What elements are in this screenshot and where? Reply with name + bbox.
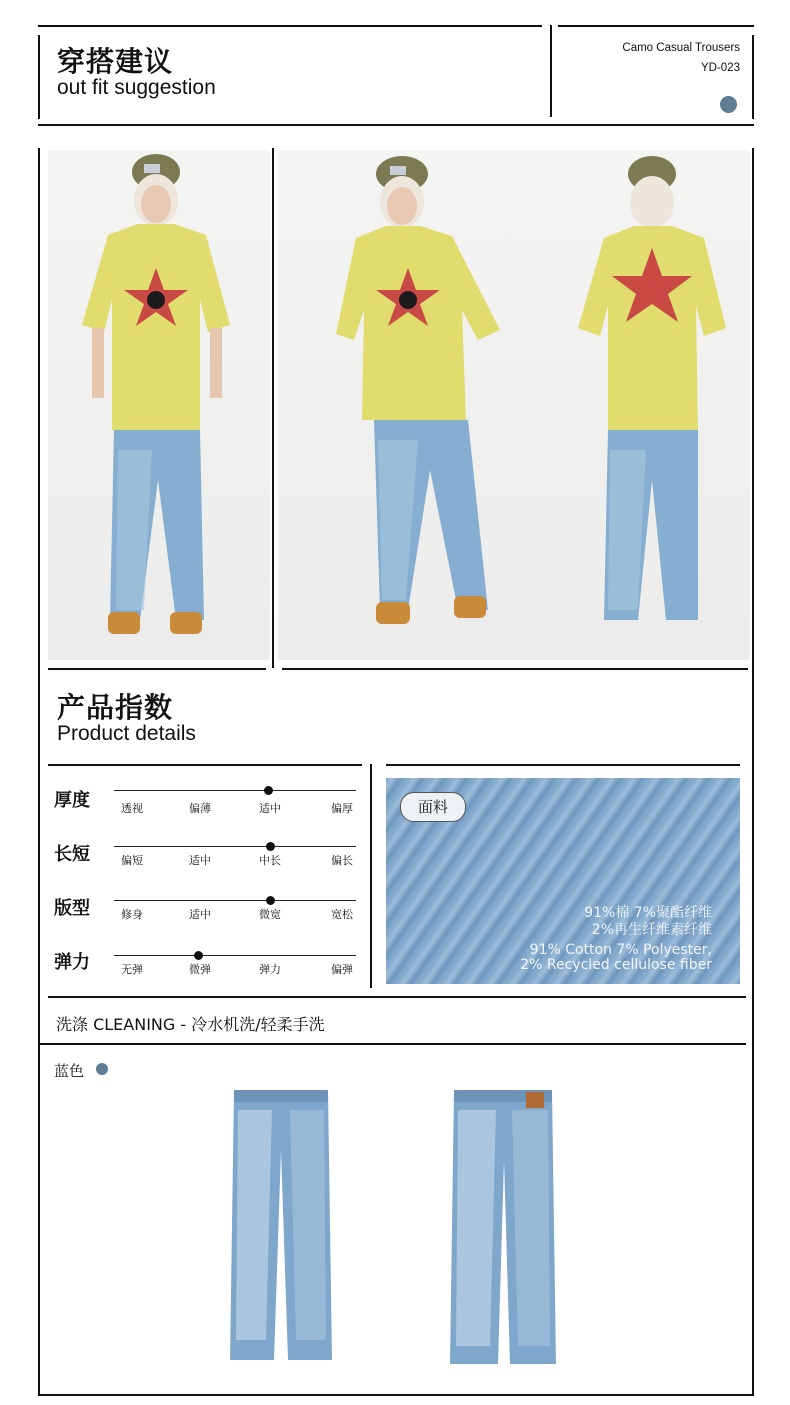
outfit-photo-side	[278, 150, 750, 660]
fabric-badge: 面料	[400, 792, 466, 822]
level-indicator	[266, 842, 275, 851]
detail-label: 厚度	[54, 790, 90, 811]
composition-en-2: 2% Recycled cellulose fiber	[520, 957, 712, 973]
composition-cn-2: 2%再生纤维素纤维	[591, 922, 712, 938]
product-name: Camo Casual Trousers	[622, 42, 740, 54]
level-indicator	[194, 951, 203, 960]
outfit-photo-front	[48, 150, 270, 660]
level-indicator	[266, 896, 275, 905]
composition-cn-1: 91%棉 7%聚酯纤维	[584, 905, 712, 921]
option-label: 偏弹	[331, 963, 353, 976]
option-label: 偏薄	[189, 802, 211, 815]
product-code: YD-023	[701, 62, 740, 74]
page-title: 穿搭建议	[57, 45, 174, 78]
option-label: 适中	[189, 854, 211, 867]
details-subtitle: Product details	[57, 722, 196, 745]
color-dot-icon	[720, 96, 737, 113]
fabric-swatch-image	[386, 778, 740, 984]
detail-label: 弹力	[54, 952, 90, 973]
option-label: 透视	[121, 802, 143, 815]
page-subtitle: out fit suggestion	[57, 76, 216, 99]
detail-label: 版型	[54, 898, 90, 919]
option-label: 偏厚	[331, 802, 353, 815]
level-indicator	[264, 786, 273, 795]
option-label: 适中	[259, 802, 281, 815]
option-label: 偏短	[121, 854, 143, 867]
option-label: 弹力	[259, 963, 281, 976]
option-label: 修身	[121, 908, 143, 921]
jeans-back-image	[448, 1090, 560, 1368]
cleaning-instructions: 洗涤 CLEANING - 冷水机洗/轻柔手洗	[56, 1015, 325, 1034]
option-label: 无弹	[121, 963, 143, 976]
option-label: 适中	[189, 908, 211, 921]
option-label: 中长	[259, 854, 281, 867]
color-label: 蓝色	[54, 1062, 85, 1080]
option-label: 微弹	[189, 963, 211, 976]
jeans-front-image	[226, 1090, 336, 1364]
option-label: 偏长	[331, 854, 353, 867]
option-label: 微宽	[259, 908, 281, 921]
composition-en-1: 91% Cotton 7% Polyester,	[529, 942, 712, 958]
detail-label: 长短	[54, 844, 90, 865]
color-swatch-icon	[96, 1063, 108, 1075]
option-label: 宽松	[331, 908, 353, 921]
details-title: 产品指数	[57, 691, 174, 724]
